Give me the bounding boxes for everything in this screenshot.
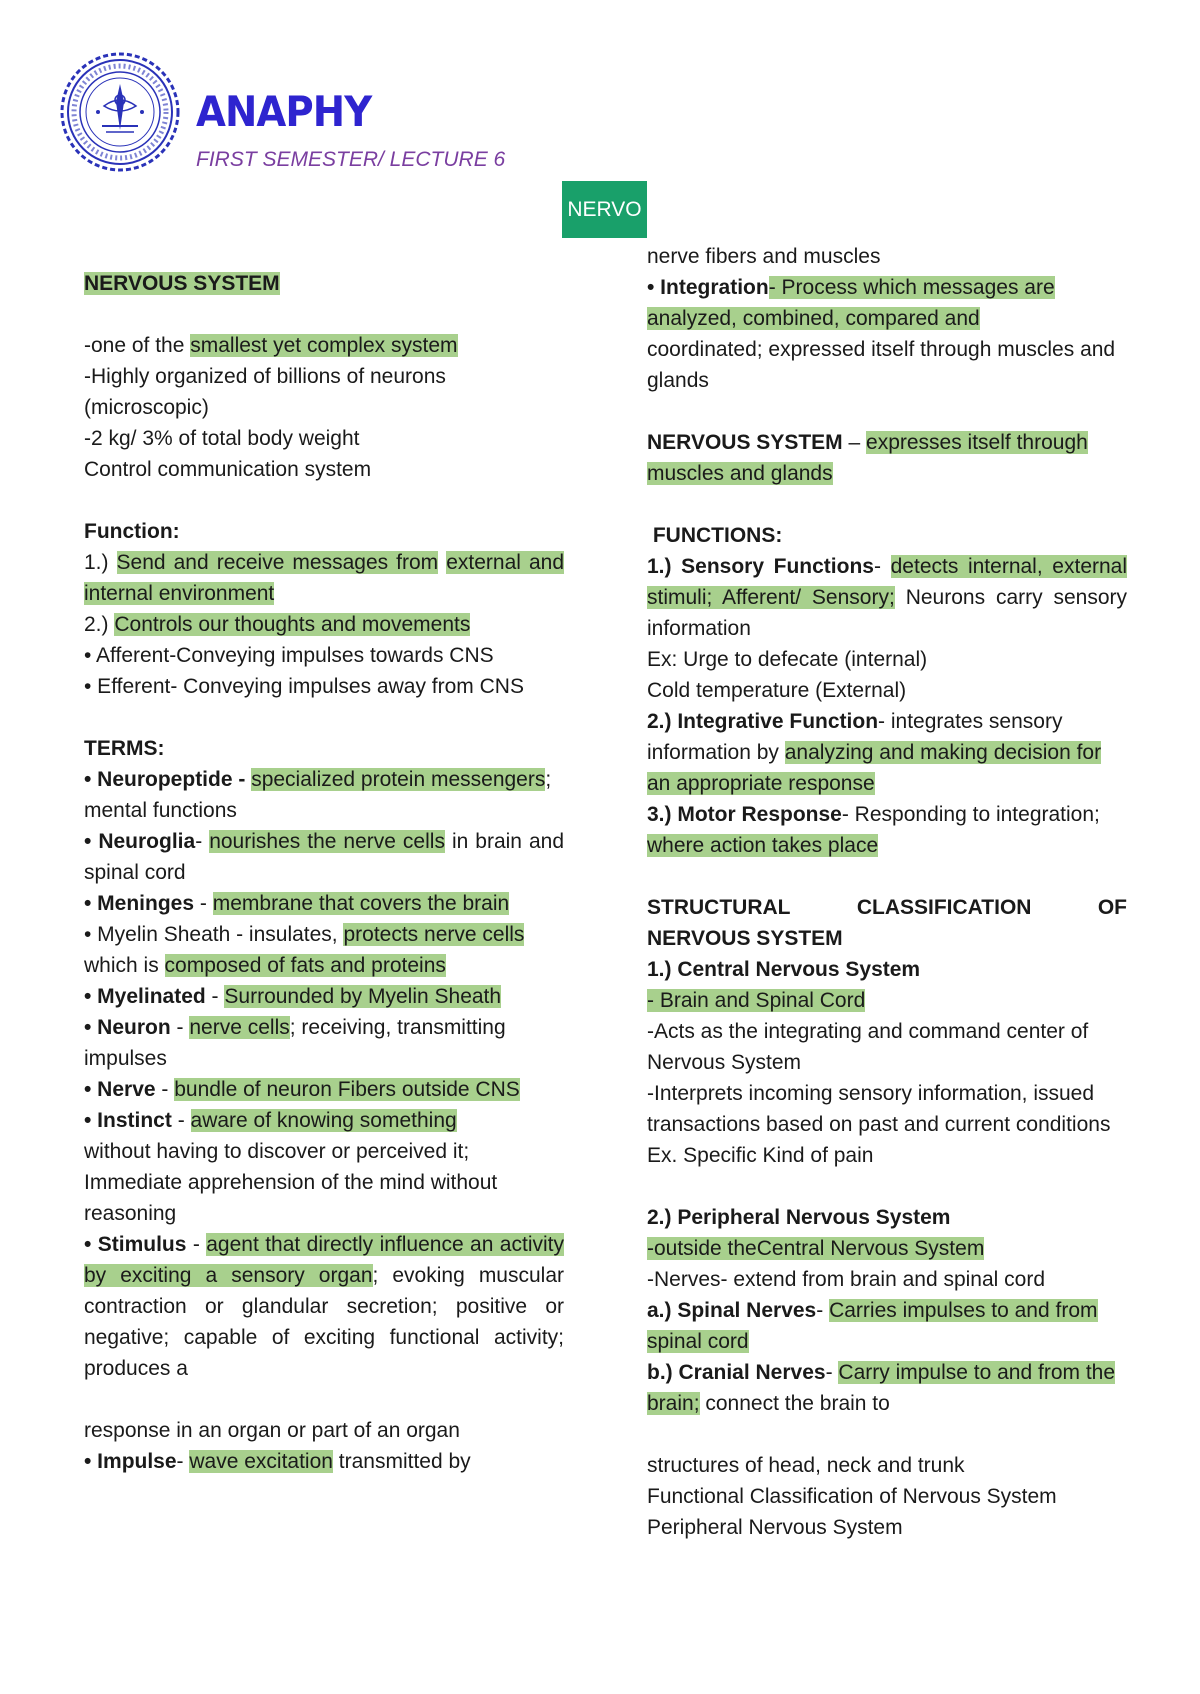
spacer [647, 861, 1127, 892]
university-seal-logo [58, 50, 182, 174]
section-heading: NERVOUS SYSTEM [84, 272, 280, 295]
term-neuroglia: • Neuroglia- nourishes the nerve cells in brain and spinal cord [84, 830, 564, 884]
term-impulse: • Impulse- wave excitation transmitted by [84, 1450, 471, 1473]
sensory-example: Ex: Urge to defecate (internal) [647, 648, 928, 671]
function-item: 2.) Controls our thoughts and movements [84, 613, 471, 636]
pns-detail: -Nerves- extend from brain and spinal cord [647, 1268, 1046, 1291]
spinal-nerves: a.) Spinal Nerves- Carries impulses to and from spinal cord [647, 1299, 1098, 1353]
term-instinct-detail: without having to discover or perceived it; Immediate apprehension of the mind without reasoning [84, 1140, 498, 1225]
intro-line: Control communication system [84, 458, 372, 481]
term-stimulus: • Stimulus - agent that directly influence an activity by exciting a sensory organ; evoking muscular contraction or glandular secretion; positive or negative; capable of exciting functional activity; produces a [84, 1233, 565, 1380]
spacer [84, 1384, 564, 1415]
spacer [647, 489, 1127, 520]
structural-classification-heading: STRUCTURAL CLASSIFICATION OF [647, 896, 1127, 919]
sensory-example: Cold temperature (External) [647, 679, 907, 702]
term-meninges: • Meninges - membrane that covers the brain [84, 892, 510, 915]
spacer [647, 396, 1127, 427]
term-myelinated: • Myelinated - Surrounded by Myelin Sheath [84, 985, 502, 1008]
function-heading: Function: [84, 520, 180, 543]
cranial-nerves: b.) Cranial Nerves- Carry impulse to and from the brain; connect the brain to [647, 1361, 1116, 1415]
tail-line: Peripheral Nervous System [647, 1516, 903, 1539]
cns-detail: -Acts as the integrating and command center of Nervous System [647, 1020, 1089, 1074]
sensory-function: 1.) Sensory Functions- detects internal, external stimuli; Afferent/ Sensory; Neurons carry sensory information [647, 555, 1128, 640]
intro-line: -Highly organized of billions of neurons (microscopic) [84, 365, 446, 419]
structural-classification-heading-line2: NERVOUS SYSTEM [647, 927, 843, 950]
pns-definition: -outside theCentral Nervous System [647, 1237, 985, 1260]
document-subtitle: FIRST SEMESTER/ LECTURE 6 [196, 148, 506, 171]
spacer [647, 1171, 1127, 1202]
term-myelin-sheath: • Myelin Sheath - insulates, protects nerve cells which is composed of fats and proteins [84, 923, 525, 977]
right-column [647, 241, 1127, 1543]
functions-heading: FUNCTIONS: [647, 524, 783, 547]
cns-detail: -Interprets incoming sensory information, issued transactions based on past and current conditions [647, 1082, 1111, 1136]
continued-text: nerve fibers and muscles [647, 245, 881, 268]
function-item: 1.) Send and receive messages from external and internal environment [84, 551, 564, 605]
integrative-function: 2.) Integrative Function- integrates sensory information by analyzing and making decision for an appropriate response [647, 710, 1102, 795]
bullet-item: • Afferent-Conveying impulses towards CNS [84, 644, 494, 667]
intro-line: -2 kg/ 3% of total body weight [84, 427, 360, 450]
term-instinct: • Instinct - aware of knowing something [84, 1109, 457, 1132]
term-integration-detail: coordinated; expressed itself through muscles and glands [647, 338, 1116, 392]
pns-heading: 2.) Peripheral Nervous System [647, 1206, 951, 1229]
nervous-system-summary: NERVOUS SYSTEM – expresses itself through muscles and glands [647, 431, 1088, 485]
term-neuron: • Neuron - nerve cells; receiving, transmitting impulses [84, 1016, 506, 1070]
term-nerve: • Nerve - bundle of neuron Fibers outside CNS [84, 1078, 520, 1101]
spacer [84, 702, 564, 733]
term-neuropeptide: • Neuropeptide - specialized protein messengers; mental functions [84, 768, 552, 822]
tail-line: Functional Classification of Nervous System [647, 1485, 1057, 1508]
section-banner: NERVO [562, 181, 647, 238]
spacer [84, 485, 564, 516]
spacer [84, 299, 564, 330]
cns-example: Ex. Specific Kind of pain [647, 1144, 874, 1167]
bullet-item: • Efferent- Conveying impulses away from CNS [84, 675, 524, 698]
cns-heading: 1.) Central Nervous System [647, 958, 921, 981]
tail-line: structures of head, neck and trunk [647, 1454, 965, 1477]
intro-line: -one of the smallest yet complex system [84, 334, 458, 357]
cns-definition: - Brain and Spinal Cord [647, 989, 866, 1012]
left-column [84, 268, 564, 1477]
terms-heading: TERMS: [84, 737, 165, 760]
term-integration: • Integration- Process which messages are analyzed, combined, compared and [647, 276, 1055, 330]
term-stimulus-tail: response in an organ or part of an organ [84, 1419, 460, 1442]
motor-response: 3.) Motor Response- Responding to integration; where action takes place [647, 803, 1100, 857]
spacer [647, 1419, 1127, 1450]
document-title: ANAPHY [196, 87, 372, 136]
